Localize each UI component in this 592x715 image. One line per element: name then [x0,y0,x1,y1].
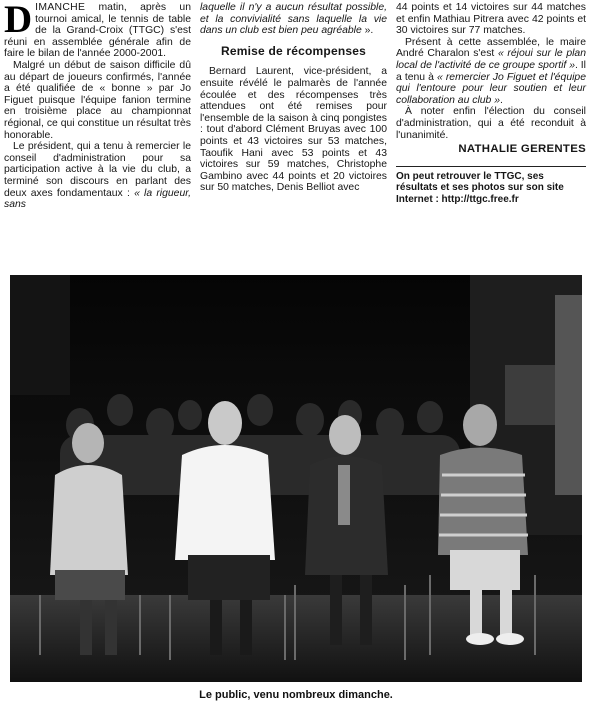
article-column-3 [396,2,586,205]
article-column-2 [200,2,387,194]
paragraph [4,141,191,211]
drop-cap: D [4,0,33,41]
quote-text: « réjoui sur le plan local de l'activité de ce groupe sportif » [396,48,586,71]
paragraph: 44 points et 14 victoires sur 44 matches et enfin Mathiau Pitrera avec 42 points et 30 victoires sur 77 matches. [396,2,586,37]
paragraph: Malgré un début de saison difficile dû au départ de joueurs confirmés, l'année a été qualifiée de « bonne » par Jo Figuet puisque l'équipe fanion termine en troisième place au championnat régional, ce qui constitue un résultat très honorable. [4,59,191,141]
paragraph [4,2,191,60]
quote-text: « la rigueur, sans [4,187,191,211]
paragraph [396,37,586,107]
paragraph-text: Présent à cette assemblée, le maire André Charalon s'est [396,36,586,60]
lead-text: matin, après un tournoi amical, le tennis de table de la Grand-Croix (TTGC) s'est réuni en assemblée générale afin de faire le bilan de l'année 2000-2001. [4,2,191,60]
section-subheading: Remise de récompenses [221,43,366,58]
paragraph-text: Le président, qui a tenu à remercier le conseil d'administration pour sa participation active à la vie du club, a terminé son discours en parlant des deux axes fondamentaux : [4,141,191,199]
photo-caption: Le public, venu nombreux dimanche. [199,689,393,701]
paragraph: À noter enfin l'élection du conseil d'administration, qui a été reconduit à l'unanimité. [396,106,586,141]
audience-photo [10,275,582,682]
paragraph [200,2,387,37]
lead-word: IMANCHE [35,2,86,13]
info-box: On peut retrouver le TTGC, ses résultats et ses photos sur son site Internet : http://ttgc.free.fr [396,166,586,206]
article-column-1 [4,2,191,211]
audience-photo-image [10,275,582,682]
quote-text: laquelle il n'y a aucun résultat possible, et la convivialité sans laquelle la vie dans un club est bien peu agréable [200,2,387,37]
paragraph-text: ». [361,25,374,37]
paragraph-text: . [499,94,503,106]
paragraph-text: . Il a tenu à [396,59,586,83]
author-signature: NATHALIE GERENTES [458,143,586,156]
paragraph: Bernard Laurent, vice-président, a ensuite révélé le palmarès de l'année écoulée et des récompenses très attendues ont été remises pour l'ensemble de la saison à cinq pongistes : tout d'abord Clément Bruyas avec 100 points et 43 victoires sur 53 matches, Taoufik Hani avec 53 points et 43 victoires sur 59 matches, Christophe Gambino avec 44 points et 20 victoires sur 50 matches, Denis Belliot avec [200,66,387,194]
quote-text: « remercier Jo Figuet et l'équipe qui l'entoure pour leur soutien et leur collaboration au club » [396,71,586,106]
